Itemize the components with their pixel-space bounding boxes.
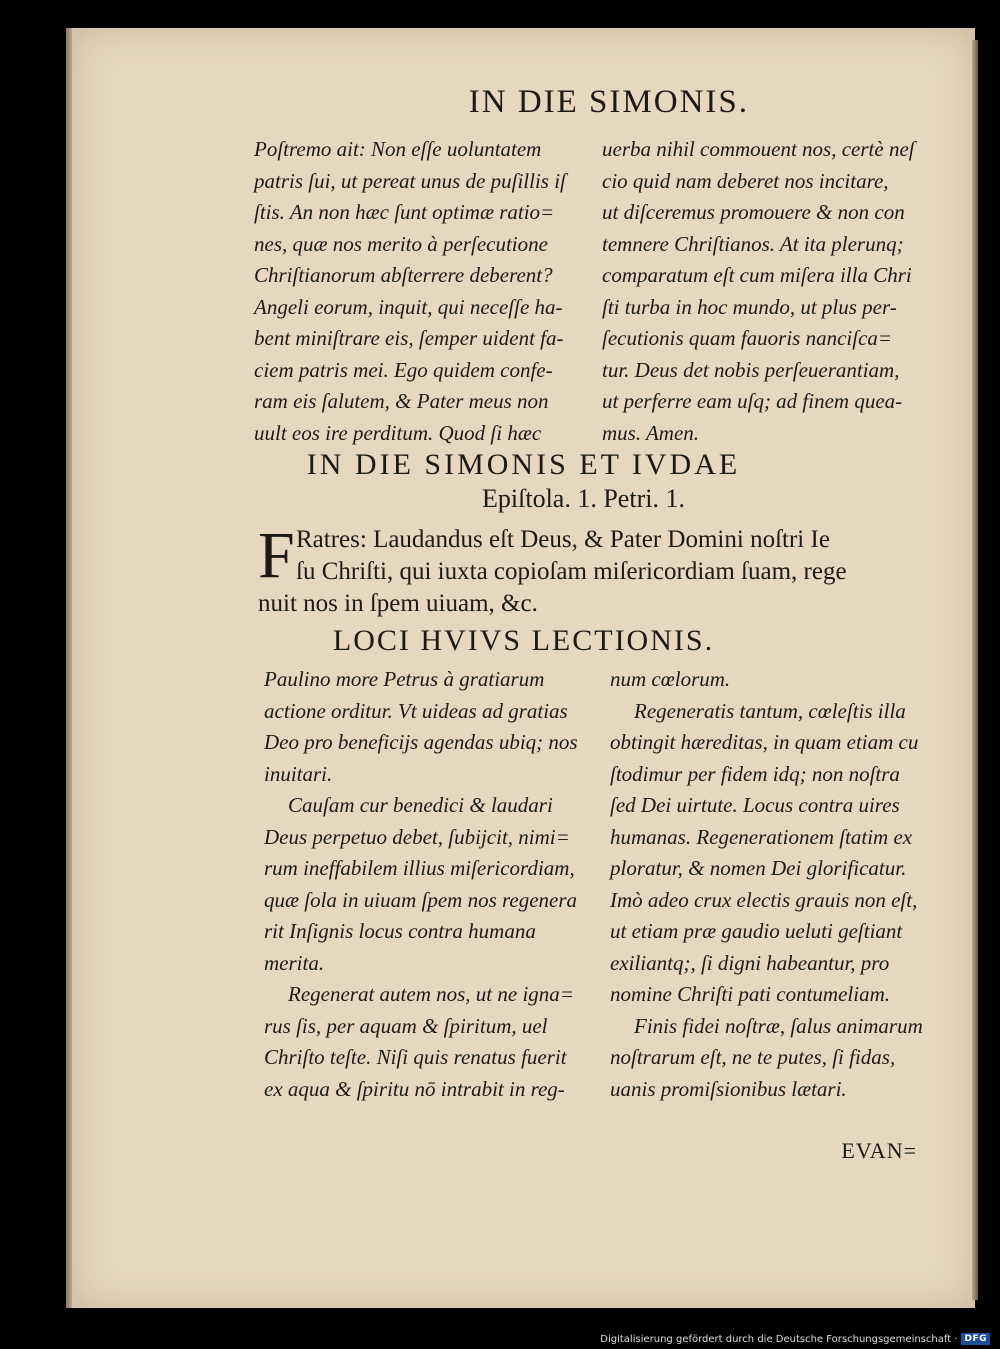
text-line: Poſtremo ait: Non eſſe uoluntatem xyxy=(254,137,542,161)
text-line: quæ ſola in uiuam ſpem nos regenera xyxy=(264,887,578,912)
text-line: ciem patris mei. Ego quidem confe- xyxy=(254,357,553,382)
text-line: patris ſui, ut pereat unus de puſillis iſ xyxy=(254,168,566,193)
text-line: ut perferre eam uſq; ad finem quea- xyxy=(602,389,903,413)
text-line: rit Inſignis locus contra humana xyxy=(264,919,536,943)
loci-heading: LOCI HVIVS LECTIONIS. xyxy=(332,624,715,657)
text-line: Chriſtianorum abſterrere deberent? xyxy=(254,263,553,287)
section-heading: IN DIE SIMONIS ET IVDAE xyxy=(306,448,741,481)
epistle-line: ſu Chriſti, qui iuxta copioſam miſericordiam ſuam, rege xyxy=(296,558,847,585)
text-line: temnere Chriſtianos. At ita plerunq; xyxy=(602,231,904,256)
text-line: ſed Dei uirtute. Locus contra uires xyxy=(610,793,900,817)
text-line: Angeli eorum, inquit, qui neceſſe ha- xyxy=(254,294,563,319)
text-line: Chriſto teſte. Niſi quis renatus fuerit xyxy=(264,1045,567,1069)
text-line: ſtodimur per fidem idq; non noſtra xyxy=(610,761,900,786)
text-line: comparatum eſt cum miſera illa Chri xyxy=(602,263,912,287)
epistle-line: nuit nos in ſpem uiuam, &c. xyxy=(258,590,538,617)
book-page xyxy=(72,28,975,1308)
text-line: uult eos ire perditum. Quod ſi hæc xyxy=(254,420,542,445)
text-line: inuitari. xyxy=(264,761,333,786)
text-line: Finis fidei noſtræ, ſalus animarum xyxy=(634,1013,923,1038)
text-line: nes, quæ nos merito à perſecutione xyxy=(254,231,548,256)
text-line: ploratur, & nomen Dei glorificatur. xyxy=(610,856,907,880)
drop-cap: F xyxy=(258,519,295,592)
page-edge xyxy=(972,40,978,1300)
text-line: ram eis ſalutem, & Pater meus non xyxy=(254,389,549,413)
text-line: ex aqua & ſpiritu nō intrabit in reg- xyxy=(264,1076,565,1101)
top-right-column xyxy=(602,134,1000,449)
text-line: humanas. Regenerationem ſtatim ex xyxy=(610,824,913,849)
text-line: Deus perpetuo debet, ſubijcit, nimi= xyxy=(264,824,570,849)
text-line: obtingit hæreditas, in quam etiam cu xyxy=(610,730,919,754)
bottom-right-column xyxy=(610,664,1000,1105)
text-line: bent miniſtrare eis, ſemper uident fa- xyxy=(254,326,564,350)
running-head: IN DIE SIMONIS. xyxy=(468,84,749,120)
text-line: Cauſam cur benedici & laudari xyxy=(288,793,553,817)
text-line: ut etiam præ gaudio ueluti geſtiant xyxy=(610,919,903,943)
catchword: EVAN= xyxy=(841,1138,917,1163)
text-line: Regeneratis tantum, cœleſtis illa xyxy=(634,698,906,723)
text-line: actione orditur. Vt uideas ad gratias xyxy=(264,698,568,723)
text-line: tur. Deus det nobis perſeuerantiam, xyxy=(602,357,900,382)
text-line: ut diſceremus promouere & non con xyxy=(602,200,905,224)
dfg-logo: DFG xyxy=(961,1333,990,1345)
text-line: ſti turba in hoc mundo, ut plus per- xyxy=(602,294,897,319)
text-line: exiliantq;, ſi digni habeantur, pro xyxy=(610,950,890,975)
epistle-text xyxy=(258,519,978,620)
text-line: Regenerat autem nos, ut ne igna= xyxy=(288,982,574,1006)
text-line: num cœlorum. xyxy=(610,667,731,691)
text-line: Deo pro beneficijs agendas ubiq; nos xyxy=(264,730,578,754)
text-line: ſtis. An non hæc ſunt optimæ ratio= xyxy=(254,200,555,224)
section-subheading: Epiſtola. 1. Petri. 1. xyxy=(482,484,685,513)
text-line: mus. Amen. xyxy=(602,420,700,445)
text-line: merita. xyxy=(264,950,325,975)
text-line: ſecutionis quam fauoris nanciſca= xyxy=(602,326,893,350)
text-line: uanis promiſsionibus lætari. xyxy=(610,1076,847,1101)
text-line: rum ineffabilem illius miſericordiam, xyxy=(264,856,575,880)
text-line: Imò adeo crux electis grauis non eſt, xyxy=(610,887,918,912)
text-line: rus ſis, per aquam & ſpiritum, uel xyxy=(264,1013,548,1038)
top-left-column xyxy=(254,134,654,449)
text-line: cio quid nam deberet nos incitare, xyxy=(602,168,889,193)
epistle-line: Ratres: Laudandus eſt Deus, & Pater Domini noſtri Ie xyxy=(296,526,830,553)
text-line: Paulino more Petrus à gratiarum xyxy=(264,667,545,691)
footer-text: Digitalisierung gefördert durch die Deutsche Forschungsgemeinschaft · xyxy=(600,1333,958,1345)
text-line: noſtrarum eſt, ne te putes, ſi fidas, xyxy=(610,1045,896,1069)
footer xyxy=(600,1333,990,1345)
text-line: nomine Chriſti pati contumeliam. xyxy=(610,982,890,1006)
bottom-left-column xyxy=(264,664,664,1105)
text-line: uerba nihil commouent nos, certè neſ xyxy=(602,137,915,161)
